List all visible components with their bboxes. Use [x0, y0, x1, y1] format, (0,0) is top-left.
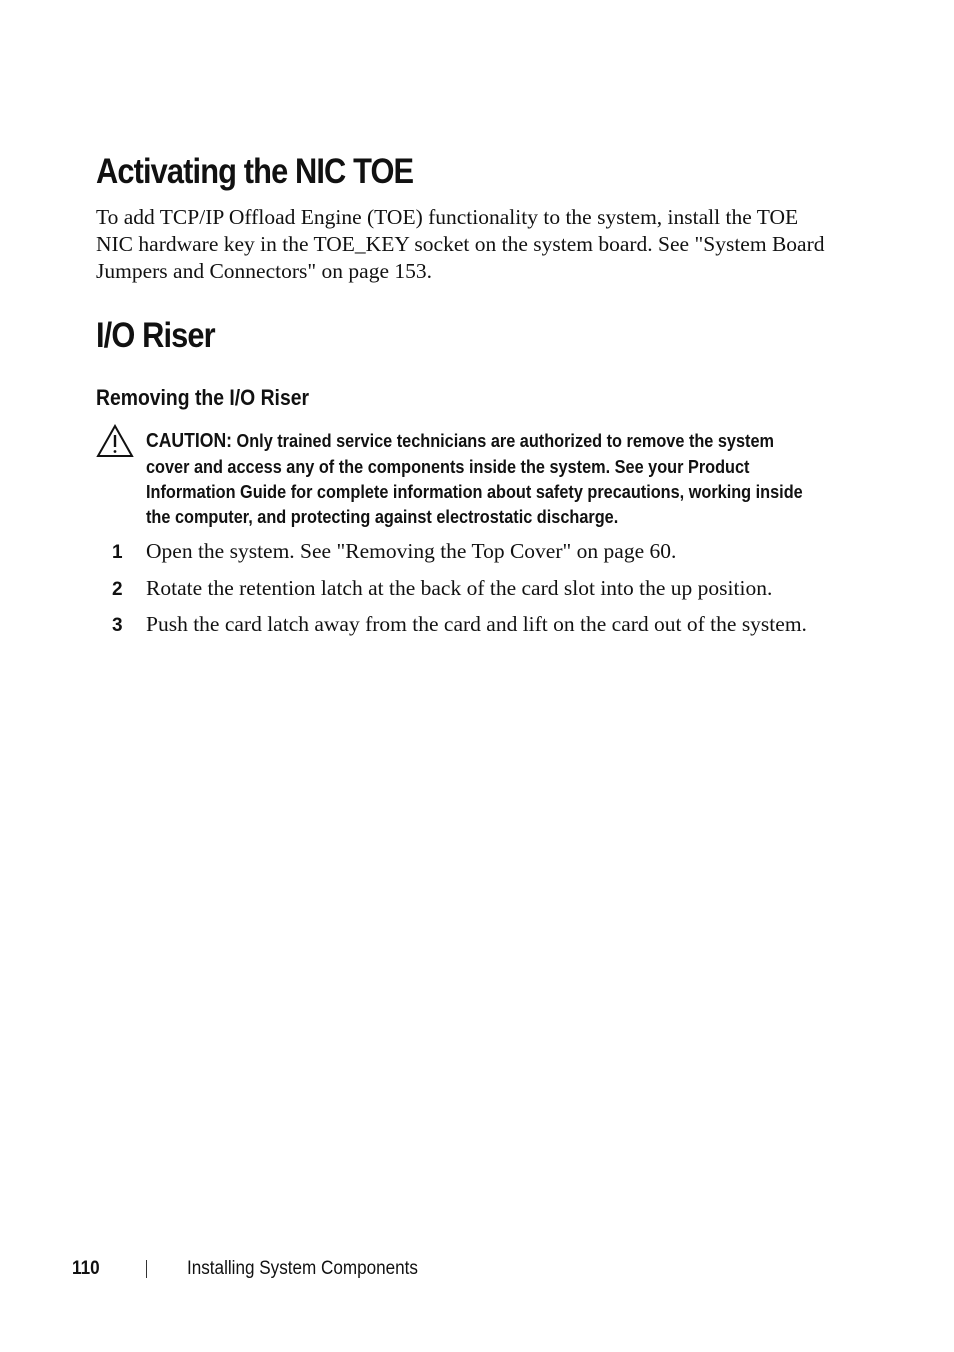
caution-label: CAUTION:: [146, 430, 233, 452]
step-item: [96, 538, 856, 565]
step-text: Rotate the retention latch at the back of the card slot into the up position.: [146, 575, 773, 600]
caution-notice: [146, 428, 815, 529]
footer-divider: [146, 1260, 147, 1278]
procedure-steps: [96, 538, 856, 648]
footer-chapter-title: Installing System Components: [187, 1258, 418, 1279]
step-item: [96, 611, 856, 638]
step-text: Open the system. See "Removing the Top Cover" on page 60.: [146, 539, 677, 563]
heading-io-riser: I/O Riser: [96, 316, 215, 355]
page-number: 110: [72, 1258, 100, 1279]
warning-triangle-icon: [96, 424, 134, 458]
step-text: Push the card latch away from the card and lift on the card out of the system.: [146, 612, 807, 636]
step-number: 3: [112, 615, 123, 636]
heading-activating-nic-toe: Activating the NIC TOE: [96, 152, 414, 191]
subheading-removing-io-riser: Removing the I/O Riser: [96, 385, 310, 410]
step-number: 1: [112, 542, 123, 563]
toe-paragraph: To add TCP/IP Offload Engine (TOE) functionality to the system, install the TOE NIC hardware key in the TOE_KEY socket on the system board. See "System Board Jumpers and Connectors" on page 153.: [96, 205, 825, 283]
step-item: [96, 575, 856, 602]
caution-body: Only trained service technicians are authorized to remove the system cover and access any of the components inside the system. See your Product Information Guide for complete information about safety precautions, working inside the computer, and protecting against electrostatic discharge.: [146, 430, 803, 527]
step-number: 2: [112, 578, 123, 600]
